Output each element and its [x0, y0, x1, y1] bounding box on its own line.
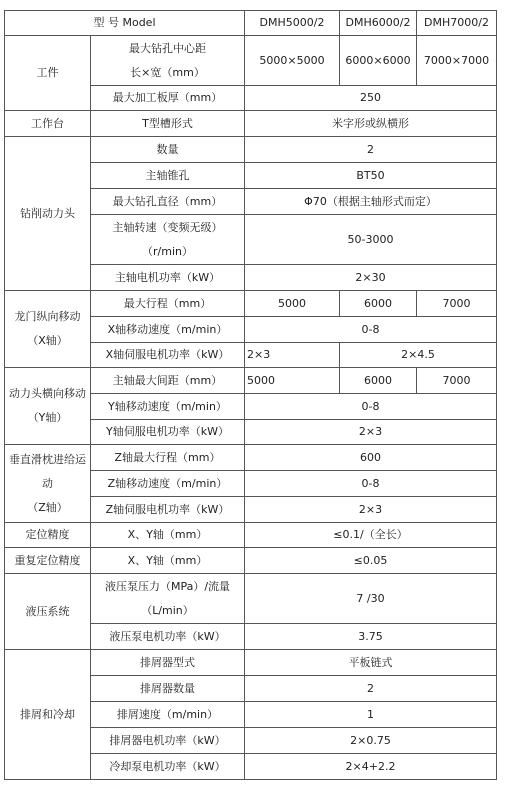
spec-label: X轴伺服电机功率（kW）	[91, 343, 245, 368]
group-x-axis: 龙门纵向移动 （X轴）	[5, 291, 91, 368]
spec-value: 600	[245, 445, 497, 471]
spec-label: 最大行程（mm）	[91, 291, 245, 317]
spec-label: X、Y轴（mm）	[91, 523, 245, 548]
spec-value: 50-3000	[245, 215, 497, 265]
spec-label: Z轴移动速度（m/min）	[91, 471, 245, 497]
group-y-axis: 动力头横向移动 （Y轴）	[5, 368, 91, 445]
spec-value: 2	[245, 137, 497, 163]
spec-value: ≤0.05	[245, 548, 497, 574]
spec-value: 2	[245, 676, 497, 702]
spec-value: 2×3	[245, 420, 497, 445]
spec-value: 1	[245, 702, 497, 728]
spec-value: 2×0.75	[245, 728, 497, 754]
spec-value: Φ70（根据主轴形式而定）	[245, 189, 497, 215]
spec-value: 0-8	[245, 394, 497, 420]
spec-value: 5000	[245, 291, 340, 317]
spec-label: 冷却泵电机功率（kW）	[91, 754, 245, 780]
model-header: DMH6000/2	[340, 11, 417, 36]
spec-label: 排屑器数量	[91, 676, 245, 702]
spec-label: 液压泵电机功率（kW）	[91, 624, 245, 650]
spec-value: 0-8	[245, 471, 497, 497]
spec-value: 6000	[340, 368, 417, 394]
spec-table	[4, 10, 497, 780]
spec-label: 排屑速度（m/min）	[91, 702, 245, 728]
spec-label: Y轴伺服电机功率（kW）	[91, 420, 245, 445]
spec-label: Z轴伺服电机功率（kW）	[91, 497, 245, 523]
spec-value: 7000	[417, 368, 497, 394]
group-z-axis: 垂直滑枕进给运 动 （Z轴）	[5, 445, 91, 523]
spec-value: 平板链式	[245, 650, 497, 676]
model-header: DMH5000/2	[245, 11, 340, 36]
spec-label: 主轴转速（变频无级） （r/min）	[91, 215, 245, 265]
spec-value: 5000×5000	[245, 36, 340, 86]
spec-value: 0-8	[245, 317, 497, 343]
spec-value: 2×4+2.2	[245, 754, 497, 780]
spec-value: BT50	[245, 163, 497, 189]
spec-value: 7000	[417, 291, 497, 317]
spec-label: 最大钻孔直径（mm）	[91, 189, 245, 215]
spec-label: 液压泵压力（MPa）/流量 （L/min）	[91, 574, 245, 624]
spec-label: 主轴电机功率（kW）	[91, 265, 245, 291]
spec-label: X轴移动速度（m/min）	[91, 317, 245, 343]
group-hydraulic: 液压系统	[5, 574, 91, 650]
group-repeat-positioning: 重复定位精度	[5, 548, 91, 574]
spec-value: 2×3	[245, 497, 497, 523]
spec-label: 最大加工板厚（mm）	[91, 86, 245, 111]
group-worktable: 工作台	[5, 111, 91, 137]
spec-label: Y轴移动速度（m/min）	[91, 394, 245, 420]
spec-label: 主轴锥孔	[91, 163, 245, 189]
spec-value: ≤0.1/（全长）	[245, 523, 497, 548]
spec-label: 排屑器电机功率（kW）	[91, 728, 245, 754]
spec-value: 6000×6000	[340, 36, 417, 86]
spec-label: 最大钻孔中心距 长×宽（mm）	[91, 36, 245, 86]
spec-label: 主轴最大间距（mm）	[91, 368, 245, 394]
spec-value: 5000	[245, 368, 340, 394]
model-header: DMH7000/2	[417, 11, 497, 36]
spec-label: 排屑器型式	[91, 650, 245, 676]
spec-value: 7 /30	[245, 574, 497, 624]
group-positioning: 定位精度	[5, 523, 91, 548]
spec-label: T型槽形式	[91, 111, 245, 137]
spec-value: 3.75	[245, 624, 497, 650]
spec-value: 2×4.5	[340, 343, 497, 368]
spec-value: 米字形或纵横形	[245, 111, 497, 137]
spec-label: X、Y轴（mm）	[91, 548, 245, 574]
spec-value: 2×30	[245, 265, 497, 291]
spec-value: 7000×7000	[417, 36, 497, 86]
group-chip-coolant: 排屑和冷却	[5, 650, 91, 780]
model-label: 型 号 Model	[5, 11, 245, 36]
spec-value: 250	[245, 86, 497, 111]
group-head: 钻削动力头	[5, 137, 91, 291]
group-workpiece: 工件	[5, 36, 91, 111]
spec-label: Z轴最大行程（mm）	[91, 445, 245, 471]
spec-value: 6000	[340, 291, 417, 317]
spec-value: 2×3	[245, 343, 340, 368]
spec-label: 数量	[91, 137, 245, 163]
